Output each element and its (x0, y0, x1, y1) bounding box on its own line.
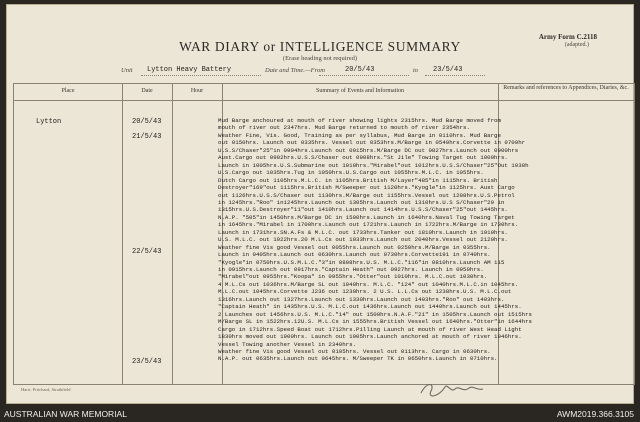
printer-imprint: Harri. Pritchard, Strathfield (21, 387, 71, 392)
summary-line: M/Barge SL in 1522hrs.12U.S. M.L.Cs in 1555hrs.British Vessel out 1640hrs."Otter"in 1644hrs (218, 318, 533, 326)
summary-line: 1316hrs.Launch out 1327hrs.Launch out 1330hrs.Launch out 1403hrs."Roo" out 1403hrs. (218, 295, 505, 303)
unit-value: Lytton Heavy Battery (147, 66, 232, 74)
page-title: WAR DIARY or INTELLIGENCE SUMMARY (179, 39, 461, 54)
summary-line: in 1245hrs."Roo" in1245hrs.Launch out 1305hrs.Launch out 1310hrs.U.S S/Chaser"29 in (218, 198, 505, 206)
header-summary: Summary of Events and Information (316, 88, 404, 94)
divider-date (122, 84, 123, 384)
page-subtitle: (Erase heading not required) (282, 55, 358, 62)
summary-line: 1315hrs.U.S.Destroyer"11"out 1410hrs.Launch out 1414hrs.U.S.S/Chaser"25"out 1445hrs. (218, 206, 508, 214)
summary-line: "Captain Heath" in 1435hrs.U.S. M.L.C.out 1436hrs.Launch out 1440hrs.Launch out 1445hrs. (218, 303, 522, 311)
diary-table (13, 83, 635, 385)
summary-line: "Mirabel"out 0955hrs."Koopa" in 0955hrs."Otter"out 1010hrs. M.L.C.out 1030hrs. (218, 273, 488, 281)
date-from-value: 20/5/43 (345, 66, 375, 74)
summary-line: U.S.S/Chaser"25"in 0904hrs.Launch out 0915hrs.M/Barge DC out 0827hrs.Launch out 0900hrs (218, 146, 519, 154)
summary-line: N.A.P. out 0635hrs.Launch out 0645hrs. M/Sweeper TK in 0650hrs.Launch in 0710hrs. (218, 355, 498, 363)
summary-line: Launch in 1005hrs.U.S.Submarine out 1010hrs."Mirabel"out 1012hrs.U.S.S/Chaser"25"Out 1030h (218, 161, 529, 169)
summary-line: Weather Fine, Vis. Good, Training as per syllabus, Mud Barge in 0110hrs. Mud Barge (218, 131, 501, 139)
summary-line: U.S.Cargo out 1035hrs.Tug in 1050hrs.U.S.Cargo out 1055hrs.M.L.C. in 1055hrs. (218, 169, 484, 177)
signature (417, 379, 487, 399)
summary-line: "Kyogle"in 0750hrs.U.S.M.L.C."3"in 0808hrs.U.S. M.L.C."116"in 0810hrs.Launch AM 115 (218, 258, 505, 266)
summary-line: out 0150hrs. Launch out 0335hrs. Vessel out 0353hrs.M/Barge in 0540hrs.Corvette in 0700hr (218, 139, 526, 147)
summary-line: mouth of river out 2347hrs. Mud Barge returned to mouth of river 2354hrs. (218, 124, 470, 132)
date-to-underline (425, 75, 485, 76)
date-cell: 20/5/43 (132, 118, 162, 126)
summary-line: M.L.C.out 1045hrs.Corvette J236 out 1230hrs. 2 U.S. L.L.Cs out 1238hrs.U.S. M.L.C.out (218, 288, 512, 296)
date-from-label: Date and Time.—From (265, 67, 325, 74)
summary-line: Mud Barge anchoured at mouth of river showing lights 2315hrs. Mud Barge moved from (218, 117, 501, 124)
place-cell: Lytton (36, 118, 62, 126)
summary-line: N.A.P. "505"in 1450hrs.M/Barge DC in 1500hrs.Launch in 1640hrs.Naval Tug Towing Target (218, 213, 515, 221)
divider-hour (172, 84, 173, 384)
summary-line: Vessel Towing another Vessel in 2340hrs. (218, 340, 357, 348)
date-to-label: to (413, 67, 419, 74)
form-adapted: (adapted.) (564, 42, 589, 48)
summary-line: Aust.Cargo out 0902hrs.U.S.S/Chaser out 0908hrs."St Jile" Towing Target out 1000hrs. (218, 154, 508, 162)
summary-line: Destroyer"169"out 1115hrs.British M/Sweeper out 1120hrs."Kyogle"in 1125hrs. Aust Cargo (218, 184, 515, 192)
summary-line: 4 M.L.Cs out 1036hrs.M/Barge SL out 1040hrs. M.L.C. "124" out 1040hrs.M.L.C.in 1045hrs. (218, 280, 519, 288)
header-remarks: Remarks and references to Appendices, Diaries, &c. (503, 85, 629, 91)
table-header-row (14, 84, 634, 101)
summary-line: Weather fine Vis good Vessel out 0055hrs.Launch out 0250hrs.M/Barge in 0355hrs. (218, 243, 491, 251)
summary-line: Dutch Cargo out 1105hrs.M.L.C. in 1105hrs.British M/Layer"485"in 1115hrs. British (218, 176, 498, 184)
unit-underline (141, 75, 261, 76)
header-place: Place (61, 88, 75, 94)
summary-line: Cargo in 1712hrs.Speed Boat out 1712hrs.Pilling Launch at mouth of river West Head Light (218, 325, 522, 333)
date-cell: 21/5/43 (132, 133, 162, 141)
date-to-value: 23/5/43 (433, 66, 463, 74)
header-hour: Hour (190, 88, 204, 94)
summary-line: Launch in 0405hrs.Launch out 0630hrs.Launch out 0730hrs.Corvette191 in 0740hrs. (218, 251, 491, 259)
summary-line: in 0915hrs.Launch out 0917hrs."Captain Heath" out 0927hrs. Launch in 0950hrs. (218, 266, 484, 273)
footer-accession: AWM2019.366.3105 (556, 409, 634, 419)
form-number: Army Form C.2118 (538, 33, 597, 41)
date-cell: 22/5/43 (132, 248, 162, 256)
header-date: Date (141, 88, 153, 94)
unit-label: Unit (121, 67, 133, 74)
footer-source: AUSTRALIAN WAR MEMORIAL (4, 409, 127, 419)
summary-line: out 1126hrs.U.S.S/Chaser out 1130hrs.M/Barge out 1155hrs.Vessel out 1208hrs.U.S.Petrol (218, 191, 515, 199)
date-cell: 23/5/43 (132, 358, 162, 366)
summary-line: 1830hrs moved out 1900hrs. Launch out 1905hrs.Launch anchored at mouth of river 1946hrs. (218, 333, 522, 341)
summary-line: Launch in 1731hrs.SN.A.Fs & M.L.C. out 1733hrs.Tanker out 1810hrs.Launch in 1910hrs. (218, 228, 508, 236)
summary-line: 2 Launches out 1456hrs.U.S. M.L.C."14" out 1500hrs.N.A.F."21" in 1505hrs.Launch out 1515hrs (218, 310, 533, 318)
date-from-underline (319, 75, 409, 76)
summary-line: U.S. M.L.C. out 1922hrs.20 M.L.Cs out 1933hrs.Launch out 2040hrs.Vessel out 2120hrs. (218, 236, 508, 244)
summary-line: Weather fine Vis good Vessel out 0105hrs. Vessel out 0113hrs. Cargo in 0630hrs. (218, 347, 491, 355)
diary-sheet (6, 4, 634, 404)
summary-line: in 1645hrs."Mirabel in 1700hrs.Launch out 1721hrs.Launch in 1722hrs.M/Barge in 1730hrs. (218, 221, 519, 229)
